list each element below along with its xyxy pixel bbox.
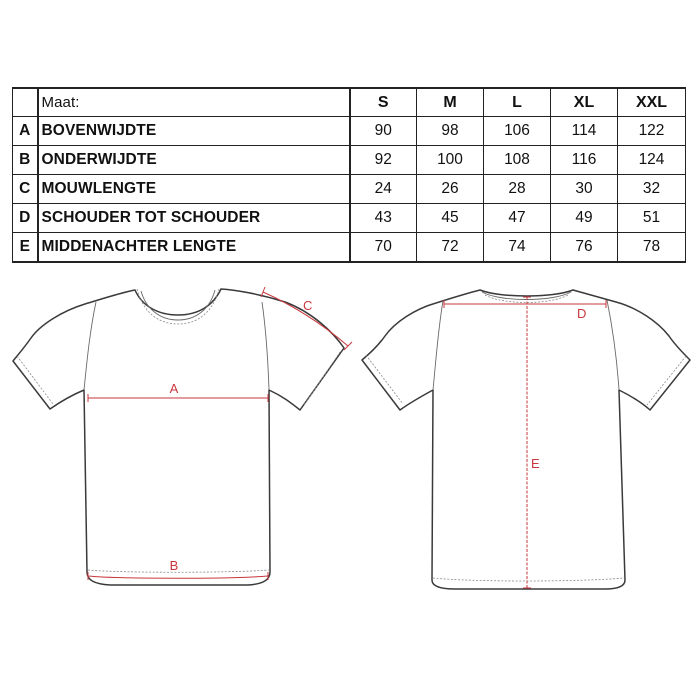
value-cell: 106 [484,117,551,146]
row-label: ONDERWIJDTE [38,146,350,175]
tshirt-front-diagram [13,287,352,585]
measure-label-b: B [169,558,179,573]
value-cell: 74 [484,233,551,263]
value-cell: 78 [618,233,686,263]
value-cell: 45 [417,204,484,233]
table-row [13,175,686,204]
tshirt-diagrams [0,270,700,610]
value-cell: 47 [484,204,551,233]
size-header-s: S [350,88,417,117]
row-letter: A [13,117,38,146]
table-row [13,233,686,263]
size-header-xl: XL [551,88,618,117]
value-cell: 100 [417,146,484,175]
value-cell: 43 [350,204,417,233]
value-cell: 108 [484,146,551,175]
row-letter: C [13,175,38,204]
value-cell: 124 [618,146,686,175]
value-cell: 51 [618,204,686,233]
row-letter: B [13,146,38,175]
value-cell: 122 [618,117,686,146]
tshirt-back-diagram [362,290,690,589]
table-row [13,204,686,233]
row-label: MOUWLENGTE [38,175,350,204]
row-label: MIDDENACHTER LENGTE [38,233,350,263]
row-label: SCHOUDER TOT SCHOUDER [38,204,350,233]
value-cell: 32 [618,175,686,204]
measure-label-a: A [169,381,179,396]
value-cell: 90 [350,117,417,146]
measure-label-e: E [531,456,540,471]
size-header-m: M [417,88,484,117]
measure-label-c: C [303,298,313,313]
value-cell: 30 [551,175,618,204]
value-cell: 70 [350,233,417,263]
row-letter: E [13,233,38,263]
row-label: BOVENWIJDTE [38,117,350,146]
value-cell: 76 [551,233,618,263]
size-header-l: L [484,88,551,117]
size-header-label: Maat: [38,88,350,117]
value-cell: 114 [551,117,618,146]
tshirt-back-outline [362,290,690,589]
value-cell: 92 [350,146,417,175]
value-cell: 24 [350,175,417,204]
value-cell: 26 [417,175,484,204]
value-cell: 28 [484,175,551,204]
size-header-xxl: XXL [618,88,686,117]
row-letter: D [13,204,38,233]
tshirt-front-outline [13,289,344,585]
table-row [13,117,686,146]
value-cell: 98 [417,117,484,146]
value-cell: 116 [551,146,618,175]
measure-label-d: D [577,306,587,321]
header-letter-cell [13,88,38,117]
table-row [13,146,686,175]
table-header-row [13,88,686,117]
size-chart-table [12,87,686,263]
value-cell: 72 [417,233,484,263]
value-cell: 49 [551,204,618,233]
